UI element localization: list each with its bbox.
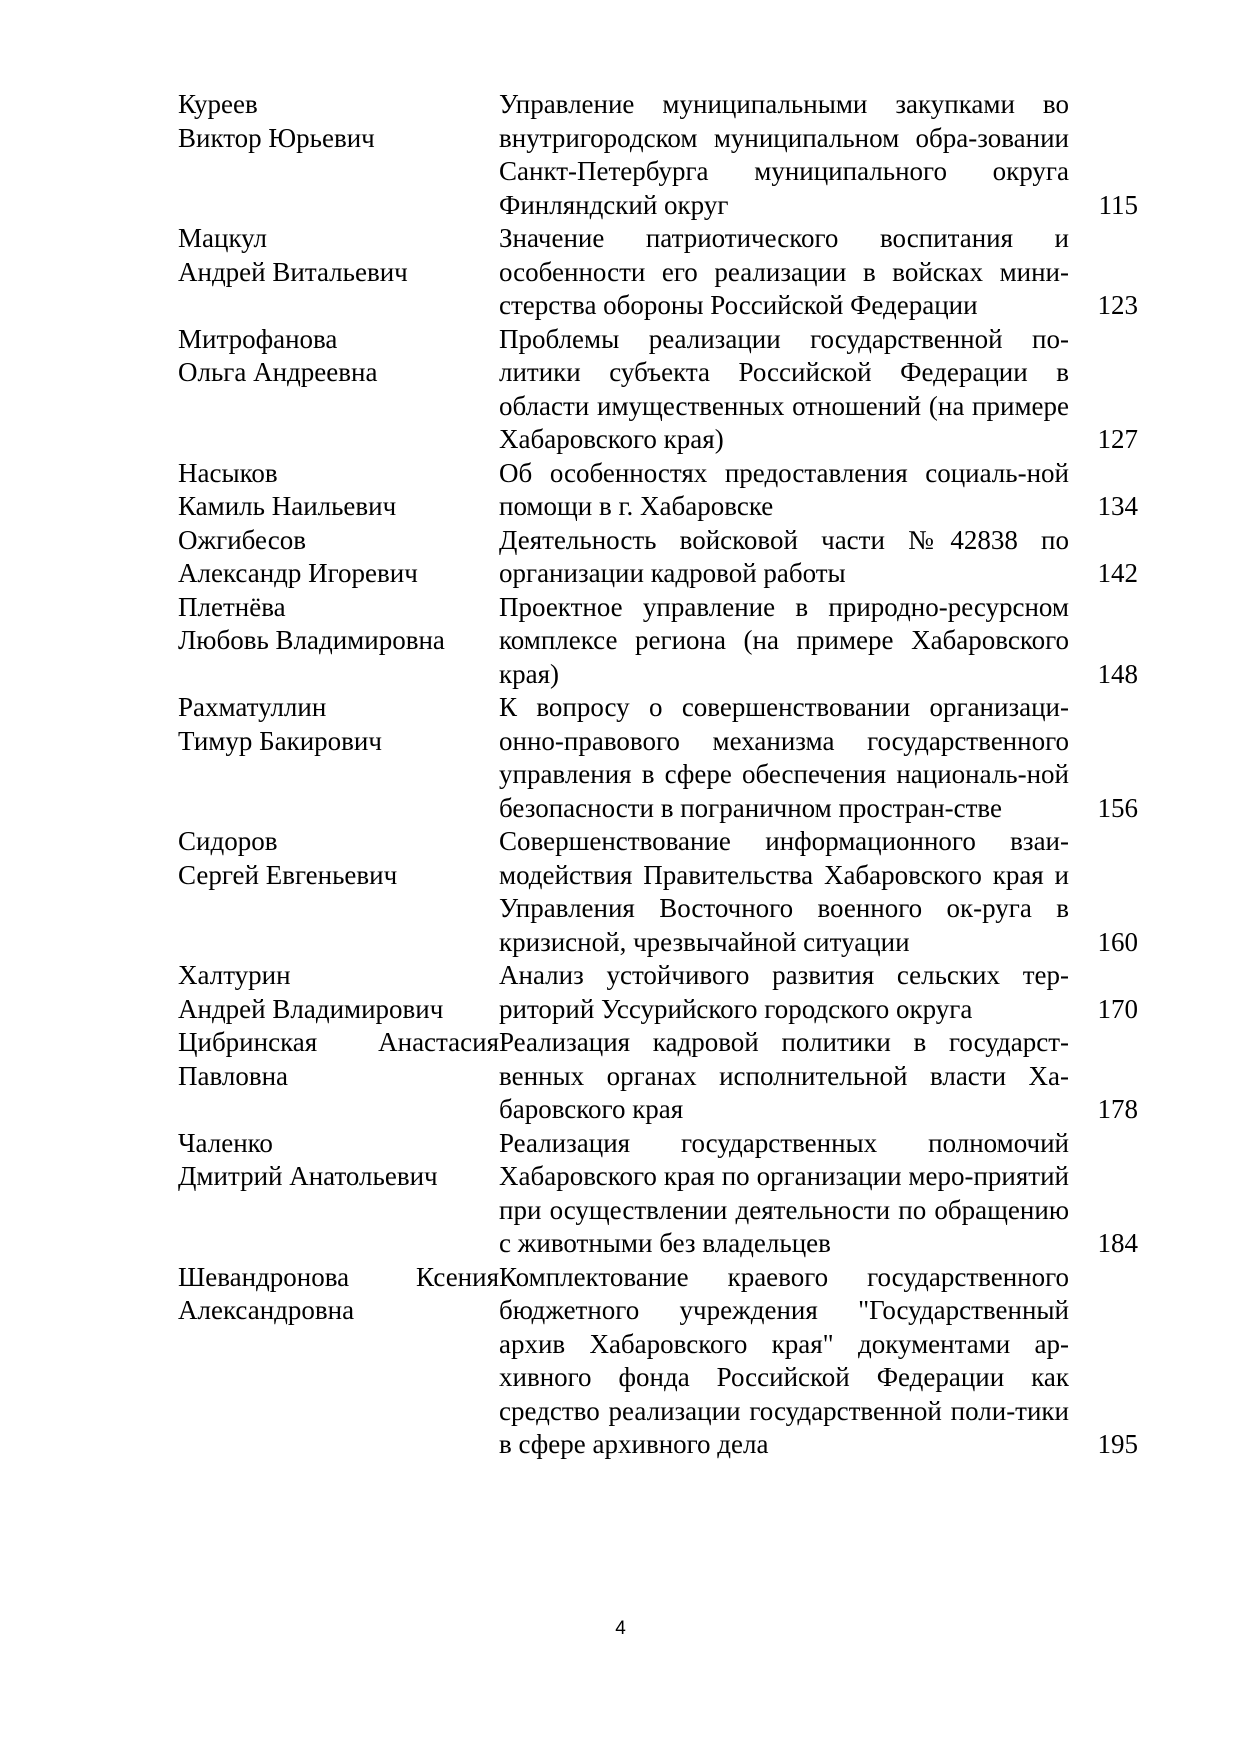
toc-page-number: 178 — [1097, 1094, 1138, 1124]
toc-page-number: 115 — [1098, 189, 1138, 220]
toc-entry — [178, 457, 1138, 524]
toc-title: Значение патриотического воспитания и особенности его реализации в войсках мини-стерства обороны Российской Федерации — [499, 223, 1069, 320]
toc-author: Митрофанова Ольга Андреевна — [178, 323, 378, 387]
toc-page-number: 127 — [1097, 424, 1138, 454]
toc-page-number: 123 — [1097, 290, 1138, 320]
toc-author: Рахматуллин Тимур Бакирович — [178, 692, 382, 756]
toc-entry — [178, 88, 1138, 222]
toc-entry — [178, 524, 1138, 591]
toc-author: Чаленко Дмитрий Анатольевич — [178, 1127, 438, 1191]
toc-author: Сидоров Сергей Евгеньевич — [178, 826, 398, 890]
toc-author: Шевандронова Ксения Александровна — [178, 1261, 499, 1325]
toc-author: Куреев Виктор Юрьевич — [178, 89, 375, 153]
toc-page-number: 195 — [1097, 1429, 1138, 1459]
toc-author: Насыков Камиль Наильевич — [178, 457, 397, 521]
toc-author: Ожгибесов Александр Игоревич — [178, 524, 418, 588]
toc-entry — [178, 825, 1138, 959]
toc-entry — [178, 959, 1138, 1026]
toc-entry — [178, 222, 1138, 323]
toc-title: Анализ устойчивого развития сельских тер-риторий Уссурийского городского округа — [499, 960, 1069, 1024]
toc-title: Деятельность войсковой части №42838 по организации кадровой работы — [499, 524, 1069, 588]
toc-entry — [178, 1026, 1138, 1127]
toc-entry — [178, 323, 1138, 457]
toc-author: Плетнёва Любовь Владимировна — [178, 591, 445, 655]
toc-page-number: 184 — [1097, 1228, 1138, 1258]
toc-title: Комплектование краевого государственного бюджетного учреждения "Государственный архив Хабаровского края" документами ар-хивного фонда Российской Федерации как средство реализации государственной поли-тики в сфере архивного дела — [499, 1261, 1069, 1459]
toc-title: Совершенствование информационного взаи-модействия Правительства Хабаровского края и Управления Восточного военного ок-руга в кризисной, чрезвычайной ситуации — [499, 826, 1069, 957]
toc-page-number: 148 — [1097, 658, 1138, 689]
footer-page-number: 4 — [615, 1618, 626, 1639]
toc-page-number: 156 — [1097, 792, 1138, 823]
toc-title: Реализация государственных полномочий Хабаровского края по организации меро-приятий при осуществлении деятельности по обращению с животными без владельцев — [499, 1127, 1069, 1258]
toc-entry — [178, 691, 1138, 825]
toc-page-number: 170 — [1097, 993, 1138, 1024]
toc-title: Реализация кадровой политики в государст-венных органах исполнительной власти Ха-баровского края — [499, 1027, 1069, 1124]
toc-entry — [178, 1261, 1138, 1462]
toc-title: Об особенностях предоставления социаль-ной помощи в г. Хабаровске — [499, 457, 1069, 521]
toc-author: Мацкул Андрей Витальевич — [178, 223, 408, 287]
toc-page-number: 160 — [1097, 926, 1138, 957]
toc-title: Проектное управление в природно-ресурсном комплексе региона (на примере Хабаровского края) — [499, 591, 1069, 689]
toc-page-number: 134 — [1097, 491, 1138, 521]
toc-author: Цибринская Анастасия Павловна — [178, 1027, 499, 1091]
toc-title: К вопросу о совершенствовании организаци-онно-правового механизма государственного управления в сфере обеспечения националь-ной безопасности в пограничном простран-стве — [499, 692, 1069, 823]
toc-title: Управление муниципальными закупками во внутригородском муниципальном обра-зовании Санкт-Петербурга муниципального округа Финляндский округ — [499, 89, 1069, 220]
toc-entry — [178, 591, 1138, 692]
table-of-contents — [178, 88, 1138, 1462]
toc-title: Проблемы реализации государственной по-литики субъекта Российской Федерации в области имущественных отношений (на примере Хабаровского края) — [499, 323, 1069, 454]
toc-entry — [178, 1127, 1138, 1261]
toc-author: Халтурин Андрей Владимирович — [178, 960, 444, 1024]
toc-page-number: 142 — [1097, 558, 1138, 588]
